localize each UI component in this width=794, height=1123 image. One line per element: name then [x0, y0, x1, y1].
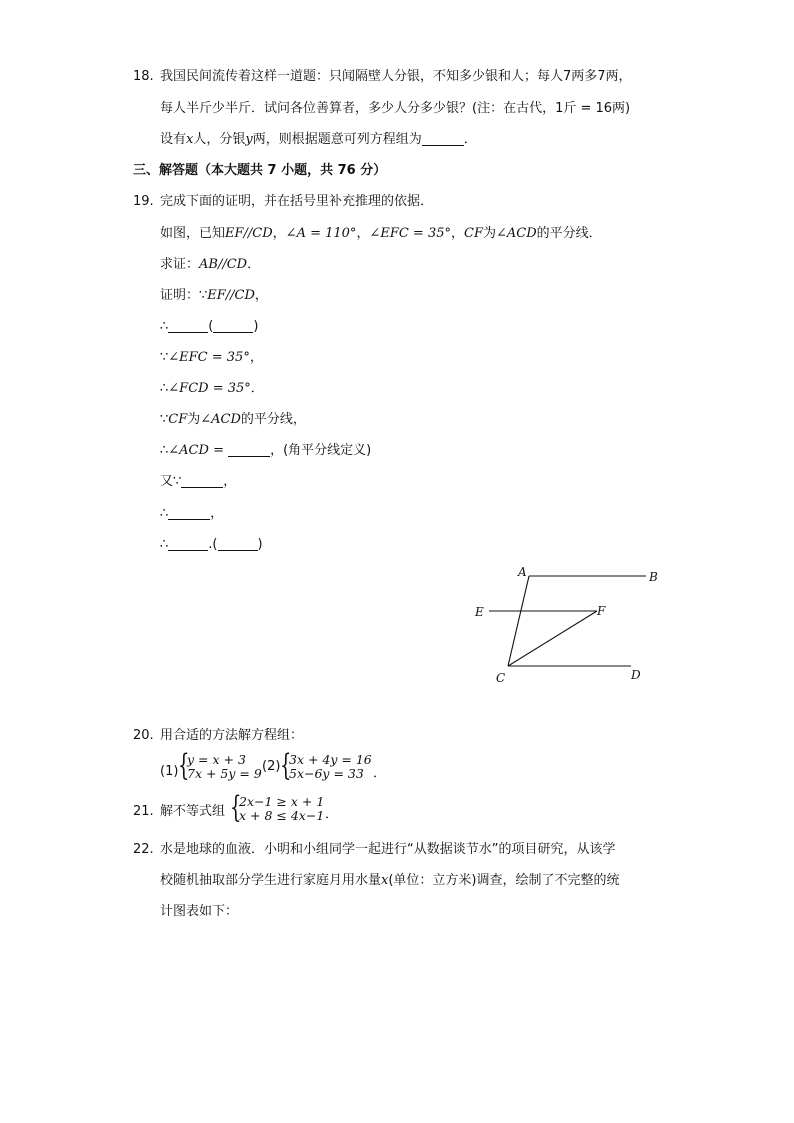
- text: ．: [463, 132, 477, 147]
- brace-icon: {: [230, 790, 242, 825]
- prove-line: [160, 256, 260, 274]
- text: 的平分线．: [536, 226, 602, 241]
- part-label: (1): [160, 764, 179, 779]
- math-var: x: [381, 873, 389, 888]
- segment-CF: [508, 611, 597, 666]
- answer-blank[interactable]: [181, 473, 223, 488]
- text: .(: [208, 537, 218, 552]
- label-F: F: [597, 604, 606, 618]
- question-text-line: 我国民间流传着这样一道题：只闻隔壁人分银，不知多少银和人；每人7两多7两，: [160, 69, 632, 84]
- text: ∵: [160, 412, 169, 427]
- proof-step: [160, 505, 223, 523]
- math: ∠FCD = 35°: [168, 381, 251, 396]
- text: 设有: [160, 132, 187, 147]
- inequality: x + 8 ≤ 4x−1: [239, 808, 325, 823]
- text: ∵: [160, 350, 169, 365]
- brace-icon: {: [280, 748, 292, 783]
- text: ，: [451, 226, 465, 241]
- equation: 3x + 4y = 16: [289, 752, 372, 767]
- text: (单位：立方米)调查，绘制了不完整的统: [388, 873, 620, 888]
- text: ．: [250, 381, 264, 396]
- question-text-line: [160, 872, 620, 890]
- proof-step: [160, 473, 236, 491]
- given-line: [160, 225, 602, 243]
- label-B: B: [649, 570, 658, 584]
- question-text-line: [160, 131, 477, 149]
- text: ∴: [160, 319, 169, 334]
- question-text-line: 计图表如下：: [160, 904, 239, 919]
- question-text-line: 完成下面的证明，并在括号里补充推理的依据．: [160, 194, 434, 209]
- proof-step: [160, 536, 263, 554]
- label-E: E: [475, 605, 484, 619]
- answer-blank[interactable]: [218, 536, 258, 551]
- text: ，: [210, 506, 224, 521]
- proof-step: [160, 318, 258, 336]
- answer-blank[interactable]: [422, 131, 464, 146]
- question-number: 21.: [133, 804, 154, 819]
- equation: y = x + 3: [187, 752, 246, 767]
- text: ，: [223, 474, 237, 489]
- text: 为: [187, 412, 201, 427]
- label-C: C: [496, 671, 506, 685]
- answer-blank[interactable]: [168, 505, 210, 520]
- question-number: 22.: [133, 842, 154, 857]
- math-var: x: [186, 132, 194, 147]
- math: ∠EFC = 35°: [369, 226, 452, 241]
- answer-blank[interactable]: [168, 318, 208, 333]
- proof-line: [160, 287, 268, 305]
- text: ．: [247, 257, 261, 272]
- text: 求证：: [160, 257, 200, 272]
- math: ∠EFC = 35°: [168, 350, 250, 365]
- math-var: y: [245, 132, 253, 147]
- math: ∠ACD =: [168, 443, 224, 458]
- text: ∴: [160, 381, 169, 396]
- math: EF//CD: [225, 226, 273, 241]
- text: ): [253, 319, 259, 334]
- math: CF: [464, 226, 483, 241]
- geometry-figure: [470, 560, 670, 690]
- text: 校随机抽取部分学生进行家庭月用水量: [160, 873, 382, 888]
- text: ，: [356, 226, 370, 241]
- question-text-line: 解不等式组: [160, 804, 226, 819]
- text: 又∵: [160, 474, 182, 489]
- text: ，: [254, 288, 268, 303]
- text: 为: [483, 226, 497, 241]
- text: 的平分线，: [240, 412, 306, 427]
- proof-step: [160, 380, 264, 398]
- text: 证明：∵: [160, 288, 208, 303]
- proof-step: [160, 442, 371, 460]
- text: ．: [373, 766, 387, 781]
- math: CF: [168, 412, 188, 427]
- proof-step: [160, 349, 263, 367]
- label-A: A: [518, 565, 527, 579]
- text: 两，则根据题意可列方程组为: [252, 132, 422, 147]
- math: ∠ACD: [496, 226, 537, 241]
- math: AB//CD: [199, 257, 248, 272]
- math: ∠A = 110°: [285, 226, 357, 241]
- question-text-line: 每人半斤少半斤．试问各位善算者，多少人分多少银？(注：在古代，1斤 = 16两): [160, 101, 631, 116]
- label-D: D: [631, 668, 641, 682]
- text: ∴: [160, 506, 169, 521]
- question-number: 20.: [133, 728, 154, 743]
- answer-blank[interactable]: [213, 318, 253, 333]
- inequality: 2x−1 ≥ x + 1: [239, 794, 325, 809]
- brace-icon: {: [178, 748, 190, 783]
- question-text-line: 水是地球的血液．小明和小组同学一起进行“从数据谈节水”的项目研究，从该学: [160, 842, 616, 857]
- text: ，: [249, 350, 263, 365]
- text: ，: [272, 226, 286, 241]
- math: ∠ACD: [200, 412, 241, 427]
- math: EF//CD: [207, 288, 255, 303]
- text: ∴: [160, 537, 169, 552]
- question-number: 19.: [133, 194, 154, 209]
- text: ．: [325, 807, 339, 822]
- text: 人，分银: [193, 132, 246, 147]
- answer-blank[interactable]: [228, 442, 270, 457]
- text: ，(角平分线定义): [270, 443, 372, 458]
- equation: 5x−6y = 33: [289, 766, 364, 781]
- text: ): [257, 537, 263, 552]
- text: (: [208, 319, 214, 334]
- segment-AC: [508, 576, 529, 666]
- answer-blank[interactable]: [168, 536, 208, 551]
- question-number: 18.: [133, 69, 154, 84]
- text: ∴: [160, 443, 169, 458]
- text: 如图，已知: [160, 226, 226, 241]
- equation: 7x + 5y = 9: [187, 766, 262, 781]
- section-title: 三、解答题（本大题共 7 小题，共 76 分）: [133, 163, 387, 178]
- part-label: (2): [262, 759, 281, 774]
- question-text-line: 用合适的方法解方程组：: [160, 728, 304, 743]
- proof-step: [160, 411, 306, 429]
